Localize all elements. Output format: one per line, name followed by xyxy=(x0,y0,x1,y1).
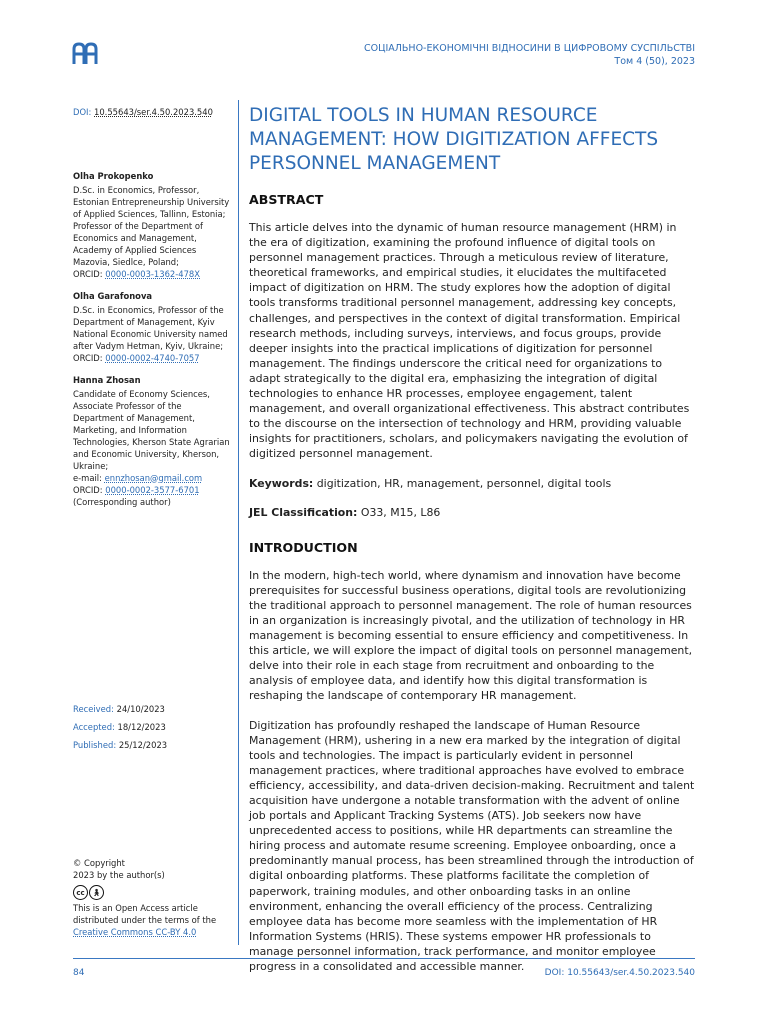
by-icon: 🚶︎ xyxy=(89,885,104,900)
main-content xyxy=(249,104,695,988)
author-2: Olha Garafonova D.Sc. in Economics, Professor of the Department of Management, Kyiv National Economic University named after Vadym Hetman, Kyiv, Ukraine; ORCID: 0000-0002-4740-7057 xyxy=(73,291,228,363)
author-3: Hanna Zhosan Candidate of Economy Sciences, Associate Professor of the Department of Management, Marketing, and Information Technologies, Kherson State Agrarian and Economic University, Kherson, Ukraine; e-mail: ennzhosan@gmail.com ORCID: 0000-0002-3577-6701 (Corresponding author) xyxy=(73,375,230,507)
copyright-block: © Copyright 2023 by the author(s) cc 🚶︎ This is an Open Access article distributed under the terms of the Creative Commons CC-BY 4.0 xyxy=(73,857,233,938)
orcid-link[interactable]: 0000-0002-4740-7057 xyxy=(105,353,200,363)
journal-volume: Том 4 (50), 2023 xyxy=(614,56,695,67)
page-number: 84 xyxy=(73,968,85,978)
abstract-text: This article delves into the dynamic of human resource management (HRM) in the era of digitization, examining the profound influence of digital tools on personnel management practices. Through a meticulous review of literature, theoretical frameworks, and empirical studies, it elucidates the multifaceted impact of digitization on HRM. The study explores how the adoption of digital tools transforms traditional personnel management, addressing key concepts, challenges, and perspectives in the context of digital transformation. Empirical research methods, including surveys, interviews, and focus groups, provide deeper insights into the practical implications of digitization for personnel management. The findings underscore the critical need for organizations to adapt strategically to the digital era, emphasizing the integration of digital technologies to enhance HR processes, employee engagement, talent management, and overall organizational effectiveness. This abstract contributes to the discourse on the intersection of technology and HRM, providing valuable insights for practitioners, scholars, and policymakers navigating the evolution of digitized personnel management. xyxy=(249,221,690,461)
email-link[interactable]: ennzhosan@gmail.com xyxy=(104,473,203,483)
journal-title: СОЦІАЛЬНО-ЕКОНОМІЧНІ ВІДНОСИНИ В ЦИФРОВОМУ СУСПІЛЬСТВІ xyxy=(363,43,695,54)
orcid-link[interactable]: 0000-0002-3577-6701 xyxy=(105,485,200,495)
sidebar-doi: DOI: 10.55643/ser.4.50.2023.540 xyxy=(73,107,213,117)
orcid-link[interactable]: 0000-0003-1362-478X xyxy=(105,269,200,279)
received-date: 24/10/2023 xyxy=(116,704,165,714)
accepted-date: 18/12/2023 xyxy=(117,722,166,732)
doi-link[interactable]: 10.55643/ser.4.50.2023.540 xyxy=(94,107,213,117)
column-divider xyxy=(238,100,239,945)
keywords: Keywords: digitization, HR, management, personnel, digital tools xyxy=(249,476,612,490)
cc-license-badge xyxy=(73,885,233,900)
published-date: 25/12/2023 xyxy=(118,740,168,750)
intro-paragraph-1: In the modern, high-tech world, where dynamism and innovation have become prerequisites for successful business operations, digital tools are revolutionizing the traditional approach to personnel management. The role of human resources in an organization is increasingly pivotal, and the utilization of technology in HR management is becoming essential to ensure efficiency and competitiveness. In this article, we will explore the impact of digital tools on personnel management, delve into their role in each stage from recruitment and onboarding to the analysis of employee data, and identify how this digital transformation is reshaping the landscape of contemporary HR management. xyxy=(249,568,693,703)
journal-logo-icon xyxy=(72,42,98,64)
footer-doi: DOI: 10.55643/ser.4.50.2023.540 xyxy=(544,968,695,978)
jel-classification: JEL Classification: O33, M15, L86 xyxy=(249,505,441,519)
article-dates: Received: 24/10/2023 Accepted: 18/12/2023 Published: 25/12/2023 xyxy=(73,704,168,750)
abstract-heading: ABSTRACT xyxy=(249,192,324,207)
cc-icon: cc xyxy=(73,885,88,900)
author-1: Olha Prokopenko D.Sc. in Economics, Professor, Estonian Entrepreneurship University of Applied Sciences, Tallinn, Estonia; Professor of the Department of Economics and Management, Academy of Applied Sciences Mazovia, Siedlce, Poland; ORCID: 0000-0003-1362-478X xyxy=(73,171,230,279)
sidebar xyxy=(73,106,231,518)
introduction-heading: INTRODUCTION xyxy=(249,539,358,555)
intro-paragraph-2: Digitization has profoundly reshaped the landscape of Human Resource Management (HRM), ushering in a new era marked by the integration of digital tools and technologies. The impact is particularly evident in personnel management practices, where traditional approaches have evolved to embrace efficiency, accessibility, and data-driven decision-making. Recruitment and talent acquisition have undergone a notable transformation with the advent of online job portals and Applicant Tracking Systems (ATS). Job seekers now have unprecedented access to positions, while HR departments can streamline the hiring process and automate resume screening. Employee onboarding, once a predominantly manual process, has been streamlined through the introduction of digital onboarding platforms. These platforms facilitate the completion of paperwork, training modules, and other onboarding tasks in an online environment, enhancing the overall efficiency of the process. Centralizing employee data has become more seamless with the implementation of HR Information Systems (HRIS). These systems empower HR professionals to manage personnel information, track performance, and monitor employee progress in a consolidated and accessible manner. xyxy=(249,718,695,974)
license-link[interactable]: Creative Commons CC-BY 4.0 xyxy=(73,927,197,937)
journal-header xyxy=(364,42,695,68)
footer-divider xyxy=(73,958,695,959)
article-title: DIGITAL TOOLS IN HUMAN RESOURCE MANAGEMENT: HOW DIGITIZATION AFFECTS PERSONNEL MANAGEMENT xyxy=(249,105,659,174)
